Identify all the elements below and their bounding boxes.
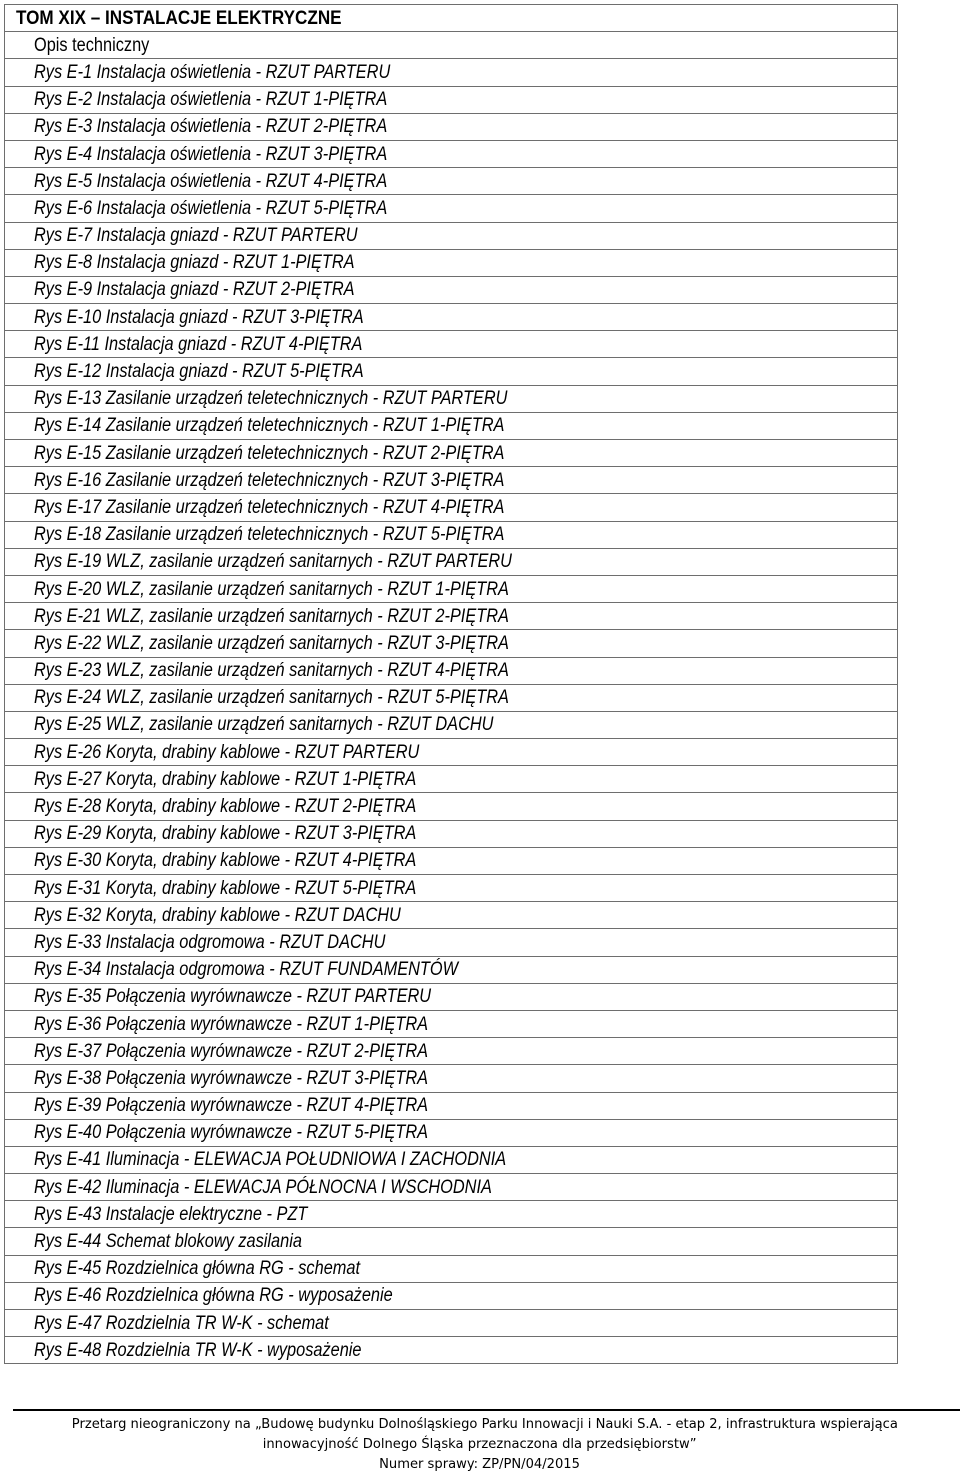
- drawing-entry: Rys E-35 Połączenia wyrównawcze - RZUT PARTERU: [34, 986, 432, 1008]
- drawing-entry: Rys E-30 Koryta, drabiny kablowe - RZUT 4-PIĘTRA: [34, 850, 417, 872]
- drawing-row: [5, 983, 898, 1010]
- volume-title-cell: [5, 5, 898, 32]
- drawing-row: [5, 59, 898, 86]
- drawing-entry: Rys E-8 Instalacja gniazd - RZUT 1-PIĘTRA: [34, 252, 355, 274]
- drawing-entry: Rys E-31 Koryta, drabiny kablowe - RZUT 5-PIĘTRA: [34, 877, 417, 899]
- drawing-row: [5, 575, 898, 602]
- drawing-row: [5, 86, 898, 113]
- drawing-entry: Rys E-7 Instalacja gniazd - RZUT PARTERU: [34, 225, 358, 247]
- drawing-cell: [5, 1010, 898, 1037]
- drawing-entry: Rys E-9 Instalacja gniazd - RZUT 2-PIĘTRA: [34, 279, 355, 301]
- drawing-cell: [5, 467, 898, 494]
- drawing-cell: [5, 1119, 898, 1146]
- drawing-entry: Rys E-46 Rozdzielnica główna RG - wyposażenie: [34, 1285, 393, 1307]
- drawing-row: [5, 603, 898, 630]
- drawing-entry: Rys E-1 Instalacja oświetlenia - RZUT PARTERU: [34, 61, 391, 83]
- drawing-entry: Rys E-29 Koryta, drabiny kablowe - RZUT 3-PIĘTRA: [34, 823, 417, 845]
- drawing-row: [5, 1282, 898, 1309]
- drawing-row: [5, 875, 898, 902]
- drawing-entry: Rys E-14 Zasilanie urządzeń teletechnicznych - RZUT 1-PIĘTRA: [34, 415, 505, 437]
- drawing-entry: Rys E-38 Połączenia wyrównawcze - RZUT 3-PIĘTRA: [34, 1067, 429, 1089]
- drawing-entry: Rys E-22 WLZ, zasilanie urządzeń sanitarnych - RZUT 3-PIĘTRA: [34, 632, 509, 654]
- drawing-cell: [5, 630, 898, 657]
- drawing-cell: [5, 603, 898, 630]
- drawing-row: [5, 440, 898, 467]
- drawing-entry: Rys E-33 Instalacja odgromowa - RZUT DACHU: [34, 931, 386, 953]
- drawing-cell: [5, 793, 898, 820]
- drawing-list-body: [5, 5, 898, 1364]
- drawing-row: [5, 222, 898, 249]
- drawing-row: [5, 1038, 898, 1065]
- drawing-entry: Rys E-3 Instalacja oświetlenia - RZUT 2-PIĘTRA: [34, 116, 388, 138]
- drawing-row: [5, 766, 898, 793]
- drawing-cell: [5, 875, 898, 902]
- drawing-cell: [5, 1174, 898, 1201]
- drawing-row: [5, 1146, 898, 1173]
- drawing-row: [5, 168, 898, 195]
- drawing-entry: Rys E-37 Połączenia wyrównawcze - RZUT 2-PIĘTRA: [34, 1040, 429, 1062]
- drawing-entry: Rys E-36 Połączenia wyrównawcze - RZUT 1-PIĘTRA: [34, 1013, 429, 1035]
- drawing-row: [5, 1310, 898, 1337]
- drawing-cell: [5, 548, 898, 575]
- drawing-entry: Rys E-10 Instalacja gniazd - RZUT 3-PIĘTRA: [34, 306, 364, 328]
- drawing-cell: [5, 1038, 898, 1065]
- drawing-entry: Rys E-6 Instalacja oświetlenia - RZUT 5-PIĘTRA: [34, 197, 388, 219]
- drawing-cell: [5, 1201, 898, 1228]
- drawing-cell: [5, 983, 898, 1010]
- drawing-entry: Rys E-4 Instalacja oświetlenia - RZUT 3-PIĘTRA: [34, 143, 388, 165]
- footer-divider: [13, 1409, 960, 1411]
- drawing-entry: Rys E-5 Instalacja oświetlenia - RZUT 4-PIĘTRA: [34, 170, 388, 192]
- drawing-row: [5, 1174, 898, 1201]
- drawing-entry: Rys E-41 Iluminacja - ELEWACJA POŁUDNIOWA I ZACHODNIA: [34, 1149, 507, 1171]
- drawing-cell: [5, 766, 898, 793]
- drawing-cell: [5, 1065, 898, 1092]
- drawing-list-table: [4, 4, 898, 1364]
- drawing-cell: [5, 575, 898, 602]
- drawing-row: [5, 521, 898, 548]
- drawing-entry: Rys E-26 Koryta, drabiny kablowe - RZUT PARTERU: [34, 741, 420, 763]
- drawing-entry: Rys E-32 Koryta, drabiny kablowe - RZUT DACHU: [34, 904, 401, 926]
- drawing-cell: [5, 820, 898, 847]
- drawing-entry: Rys E-17 Zasilanie urządzeń teletechnicznych - RZUT 4-PIĘTRA: [34, 496, 505, 518]
- drawing-cell: [5, 521, 898, 548]
- technical-description-label: Opis techniczny: [34, 34, 150, 56]
- drawing-entry: Rys E-2 Instalacja oświetlenia - RZUT 1-PIĘTRA: [34, 89, 388, 111]
- drawing-row: [5, 385, 898, 412]
- drawing-entry: Rys E-25 WLZ, zasilanie urządzeń sanitarnych - RZUT DACHU: [34, 714, 494, 736]
- drawing-row: [5, 548, 898, 575]
- drawing-cell: [5, 195, 898, 222]
- drawing-entry: Rys E-40 Połączenia wyrównawcze - RZUT 5-PIĘTRA: [34, 1122, 429, 1144]
- drawing-row: [5, 956, 898, 983]
- drawing-cell: [5, 657, 898, 684]
- drawing-row: [5, 113, 898, 140]
- drawing-row: [5, 711, 898, 738]
- drawing-row: [5, 249, 898, 276]
- drawing-cell: [5, 956, 898, 983]
- drawing-cell: [5, 1337, 898, 1364]
- drawing-row: [5, 847, 898, 874]
- drawing-entry: Rys E-39 Połączenia wyrównawcze - RZUT 4-PIĘTRA: [34, 1095, 429, 1117]
- drawing-entry: Rys E-34 Instalacja odgromowa - RZUT FUNDAMENTÓW: [34, 959, 459, 981]
- drawing-cell: [5, 276, 898, 303]
- drawing-entry: Rys E-12 Instalacja gniazd - RZUT 5-PIĘTRA: [34, 361, 364, 383]
- drawing-cell: [5, 440, 898, 467]
- drawing-cell: [5, 358, 898, 385]
- drawing-row: [5, 929, 898, 956]
- drawing-row: [5, 657, 898, 684]
- drawing-row: [5, 1201, 898, 1228]
- drawing-entry: Rys E-48 Rozdzielnia TR W-K - wyposażenie: [34, 1339, 362, 1361]
- drawing-cell: [5, 304, 898, 331]
- drawing-row: [5, 1337, 898, 1364]
- drawing-cell: [5, 711, 898, 738]
- drawing-cell: [5, 1228, 898, 1255]
- drawing-entry: Rys E-44 Schemat blokowy zasilania: [34, 1231, 302, 1253]
- drawing-row: [5, 902, 898, 929]
- drawing-entry: Rys E-28 Koryta, drabiny kablowe - RZUT 2-PIĘTRA: [34, 796, 417, 818]
- drawing-row: [5, 739, 898, 766]
- drawing-cell: [5, 222, 898, 249]
- drawing-cell: [5, 1092, 898, 1119]
- page-footer: [0, 1414, 960, 1474]
- drawing-row: [5, 1228, 898, 1255]
- drawing-cell: [5, 168, 898, 195]
- drawing-row: [5, 1255, 898, 1282]
- drawing-entry: Rys E-15 Zasilanie urządzeń teletechnicznych - RZUT 2-PIĘTRA: [34, 442, 505, 464]
- drawing-entry: Rys E-47 Rozdzielnia TR W-K - schemat: [34, 1312, 329, 1334]
- drawing-entry: Rys E-21 WLZ, zasilanie urządzeń sanitarnych - RZUT 2-PIĘTRA: [34, 605, 509, 627]
- drawing-entry: Rys E-11 Instalacja gniazd - RZUT 4-PIĘTRA: [34, 333, 363, 355]
- drawing-row: [5, 820, 898, 847]
- drawing-cell: [5, 86, 898, 113]
- drawing-cell: [5, 412, 898, 439]
- drawing-entry: Rys E-23 WLZ, zasilanie urządzeń sanitarnych - RZUT 4-PIĘTRA: [34, 660, 509, 682]
- drawing-cell: [5, 140, 898, 167]
- footer-case-number: Numer sprawy: ZP/PN/04/2015: [379, 1456, 581, 1472]
- drawing-row: [5, 304, 898, 331]
- drawing-row: [5, 1065, 898, 1092]
- drawing-row: [5, 1092, 898, 1119]
- drawing-entry: Rys E-16 Zasilanie urządzeń teletechnicznych - RZUT 3-PIĘTRA: [34, 469, 505, 491]
- drawing-cell: [5, 847, 898, 874]
- drawing-cell: [5, 739, 898, 766]
- drawing-entry: Rys E-19 WLZ, zasilanie urządzeń sanitarnych - RZUT PARTERU: [34, 551, 512, 573]
- drawing-row: [5, 412, 898, 439]
- description-cell: [5, 32, 898, 59]
- description-row: [5, 32, 898, 59]
- drawing-row: [5, 331, 898, 358]
- drawing-entry: Rys E-27 Koryta, drabiny kablowe - RZUT 1-PIĘTRA: [34, 768, 417, 790]
- drawing-entry: Rys E-42 Iluminacja - ELEWACJA PÓŁNOCNA I WSCHODNIA: [34, 1176, 492, 1198]
- drawing-cell: [5, 494, 898, 521]
- drawing-cell: [5, 249, 898, 276]
- title-row: [5, 5, 898, 32]
- drawing-row: [5, 494, 898, 521]
- drawing-row: [5, 684, 898, 711]
- drawing-cell: [5, 113, 898, 140]
- drawing-row: [5, 467, 898, 494]
- drawing-row: [5, 276, 898, 303]
- drawing-cell: [5, 1146, 898, 1173]
- drawing-row: [5, 630, 898, 657]
- drawing-entry: Rys E-13 Zasilanie urządzeń teletechnicznych - RZUT PARTERU: [34, 388, 508, 410]
- footer-tender-line: Przetarg nieograniczony na „Budowę budynku Dolnośląskiego Parku Innowacji i Nauki S.A. - etap 2, infrastruktura wspierająca: [71, 1416, 899, 1432]
- drawing-cell: [5, 59, 898, 86]
- drawing-entry: Rys E-43 Instalacje elektryczne - PZT: [34, 1203, 308, 1225]
- footer-tender-line-continued: innowacyjność Dolnego Śląska przeznaczona dla przedsiębiorstw”: [263, 1436, 697, 1452]
- drawing-cell: [5, 1282, 898, 1309]
- drawing-row: [5, 1010, 898, 1037]
- drawing-cell: [5, 1255, 898, 1282]
- drawing-row: [5, 1119, 898, 1146]
- drawing-row: [5, 793, 898, 820]
- volume-title: TOM XIX – INSTALACJE ELEKTRYCZNE: [16, 7, 342, 29]
- drawing-row: [5, 358, 898, 385]
- drawing-cell: [5, 331, 898, 358]
- drawing-cell: [5, 684, 898, 711]
- drawing-cell: [5, 902, 898, 929]
- drawing-cell: [5, 929, 898, 956]
- drawing-entry: Rys E-20 WLZ, zasilanie urządzeń sanitarnych - RZUT 1-PIĘTRA: [34, 578, 509, 600]
- drawing-row: [5, 140, 898, 167]
- drawing-cell: [5, 1310, 898, 1337]
- drawing-entry: Rys E-18 Zasilanie urządzeń teletechnicznych - RZUT 5-PIĘTRA: [34, 524, 505, 546]
- drawing-entry: Rys E-45 Rozdzielnica główna RG - schemat: [34, 1258, 361, 1280]
- drawing-row: [5, 195, 898, 222]
- drawing-cell: [5, 385, 898, 412]
- drawing-entry: Rys E-24 WLZ, zasilanie urządzeń sanitarnych - RZUT 5-PIĘTRA: [34, 687, 509, 709]
